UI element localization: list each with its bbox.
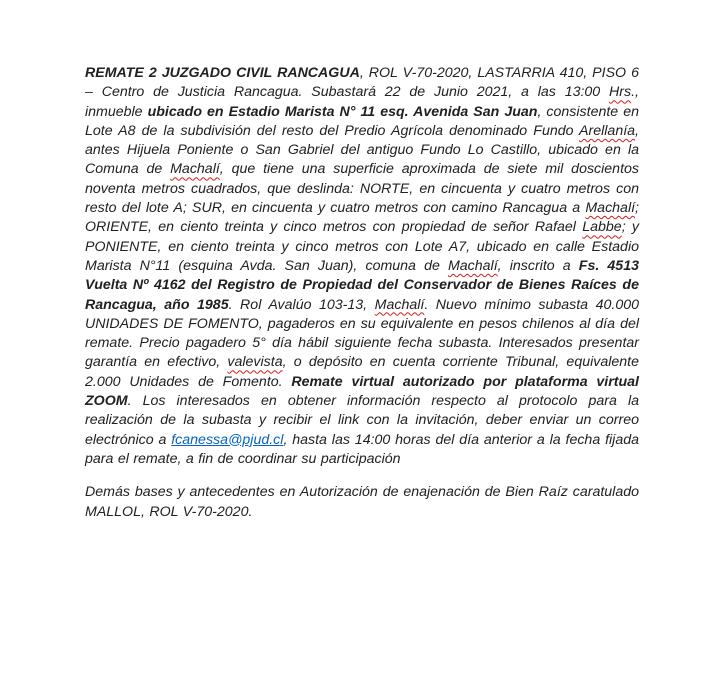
text-run: , hasta las 14:00 horas del día anterior a la fecha fijada para el remate, a fin de coordinar su participación: [85, 431, 639, 467]
email-link[interactable]: fcanessa@pjud.cl: [171, 431, 284, 448]
misspelled-word: Machalí: [585, 200, 636, 217]
text-run: . Nuevo mínimo subasta 40.000 UNIDADES DE FOMENTO, pagaderos en su equivalente en pesos chilenos al día del remate. Precio pagadero 5° día hábil siguiente fecha subasta. Interesados presentar garantía en efectivo,: [85, 296, 639, 371]
document-page: [85, 64, 639, 536]
text-run: , inscrito a: [497, 257, 579, 274]
text-run: . Rol Avalúo 103-13,: [228, 296, 375, 313]
misspelled-word: Labbe: [582, 219, 622, 236]
text-run: ., inmueble: [85, 84, 639, 120]
closing-note-paragraph: [85, 483, 639, 522]
text-run: . Los interesados en obtener información respecto al protocolo para la realización de la subasta y recibir el link con la invitación, deber enviar un correo electrónico a: [85, 393, 639, 448]
misspelled-word: Arellanía: [579, 122, 636, 139]
misspelled-word: Machalí: [170, 161, 220, 178]
bold-text-run: Remate virtual autorizado por plataforma virtual ZOOM: [85, 373, 639, 410]
text-run: Demás bases y antecedentes en Autorización de enajenación de Bien Raíz caratulado MALLOL, ROL V-70-2020.: [85, 484, 639, 520]
text-run: , consistente en Lote A8 de la subdivisión del resto del Predio Agrícola denominado Fundo: [85, 103, 639, 139]
bold-text-run: Fs. 4513 Vuelta Nº 4162 del Registro de Propiedad del Conservador de Bienes Raíces de Rancagua, año 1985: [85, 257, 639, 313]
misspelled-word: Machalí: [447, 257, 498, 274]
auction-notice-paragraph: [85, 64, 639, 469]
text-run: ; ORIENTE, en ciento treinta y cinco metros con propiedad de señor Rafael: [85, 200, 639, 236]
text-run: , ROL V-70-2020, LASTARRIA 410, PISO 6 – Centro de Justicia Rancagua. Subastará 22 de Junio 2021, a las 13:00: [85, 65, 639, 101]
misspelled-word: Machalí: [374, 296, 425, 313]
text-run: , o depósito en cuenta corriente Tribunal, equivalente 2.000 Unidades de Fomento.: [85, 354, 639, 390]
text-run: ; y PONIENTE, en ciento treinta y cinco metros con Lote A7, ubicado en calle Estadio Marista N°11 (esquina Avda. San Juan), comuna de: [85, 219, 639, 274]
misspelled-word: valevista: [227, 354, 283, 371]
misspelled-word: Hrs: [609, 84, 632, 101]
bold-text-run: ubicado en Estadio Marista N° 11 esq. Avenida San Juan: [147, 103, 538, 120]
text-run: , antes Hijuela Poniente o San Gabriel del antiguo Fundo Lo Castillo, ubicado en la Comuna de: [85, 122, 639, 178]
bold-text-run: REMATE 2 JUZGADO CIVIL RANCAGUA: [85, 65, 360, 81]
text-run: , que tiene una superficie aproximada de siete mil doscientos noventa metros cuadrados, que deslinda: NORTE, en cincuenta y cuatro metros con resto del lote A; SUR, en cincuenta y cuatro metros con camino Rancagua a: [85, 161, 640, 217]
